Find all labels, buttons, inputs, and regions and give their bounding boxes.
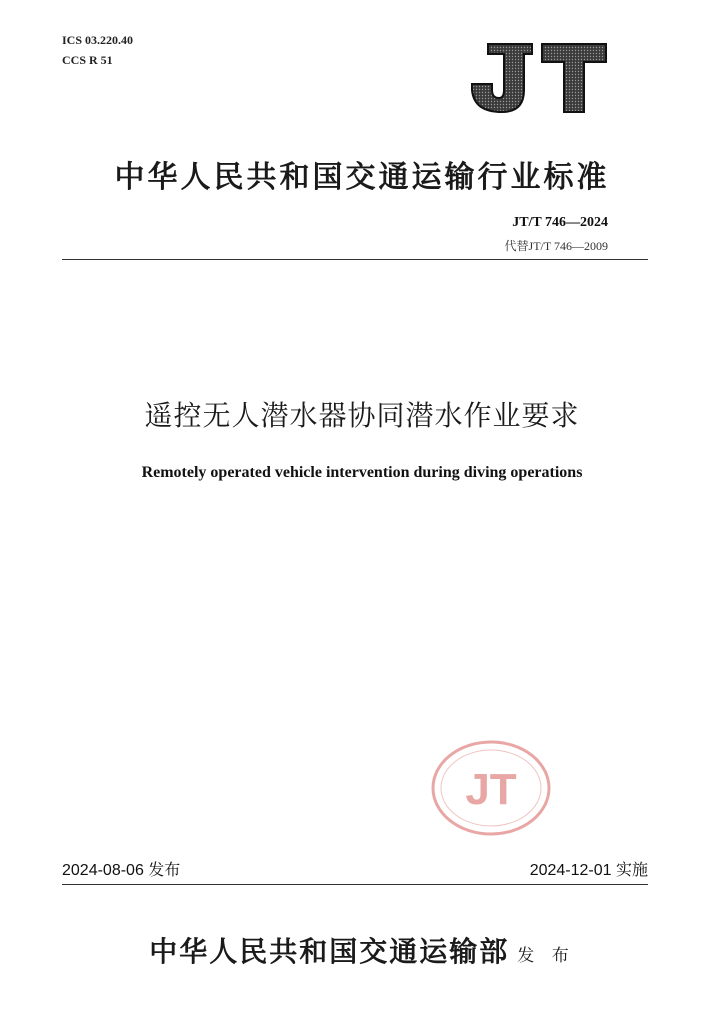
classification-codes (62, 30, 133, 70)
effective-date: 2024-12-01 实施 (529, 862, 648, 879)
issue-date: 2024-08-06 发布 (62, 862, 181, 879)
ics-code: ICS 03.220.40 (62, 33, 134, 47)
bottom-divider (62, 884, 648, 885)
jt-logo (466, 40, 612, 116)
top-divider (62, 259, 648, 260)
industry-standard-title: 中华人民共和国交通运输行业标准 (114, 160, 610, 195)
publisher-name: 中华人民共和国交通运输部 (149, 935, 510, 968)
publisher-line (0, 930, 724, 970)
svg-text:JT: JT (465, 765, 517, 814)
replaced-standard: 代替JT/T 746—2009 (504, 239, 608, 253)
jt-stamp-seal (430, 738, 552, 838)
standard-number: JT/T 746—2024 (512, 215, 608, 230)
document-title-chinese: 遥控无人潜水器协同潜水作业要求 (144, 399, 580, 432)
publish-label: 发 布 (517, 946, 575, 966)
ccs-code: CCS R 51 (62, 53, 113, 67)
document-title-english: Remotely operated vehicle intervention during diving operations (141, 464, 583, 481)
